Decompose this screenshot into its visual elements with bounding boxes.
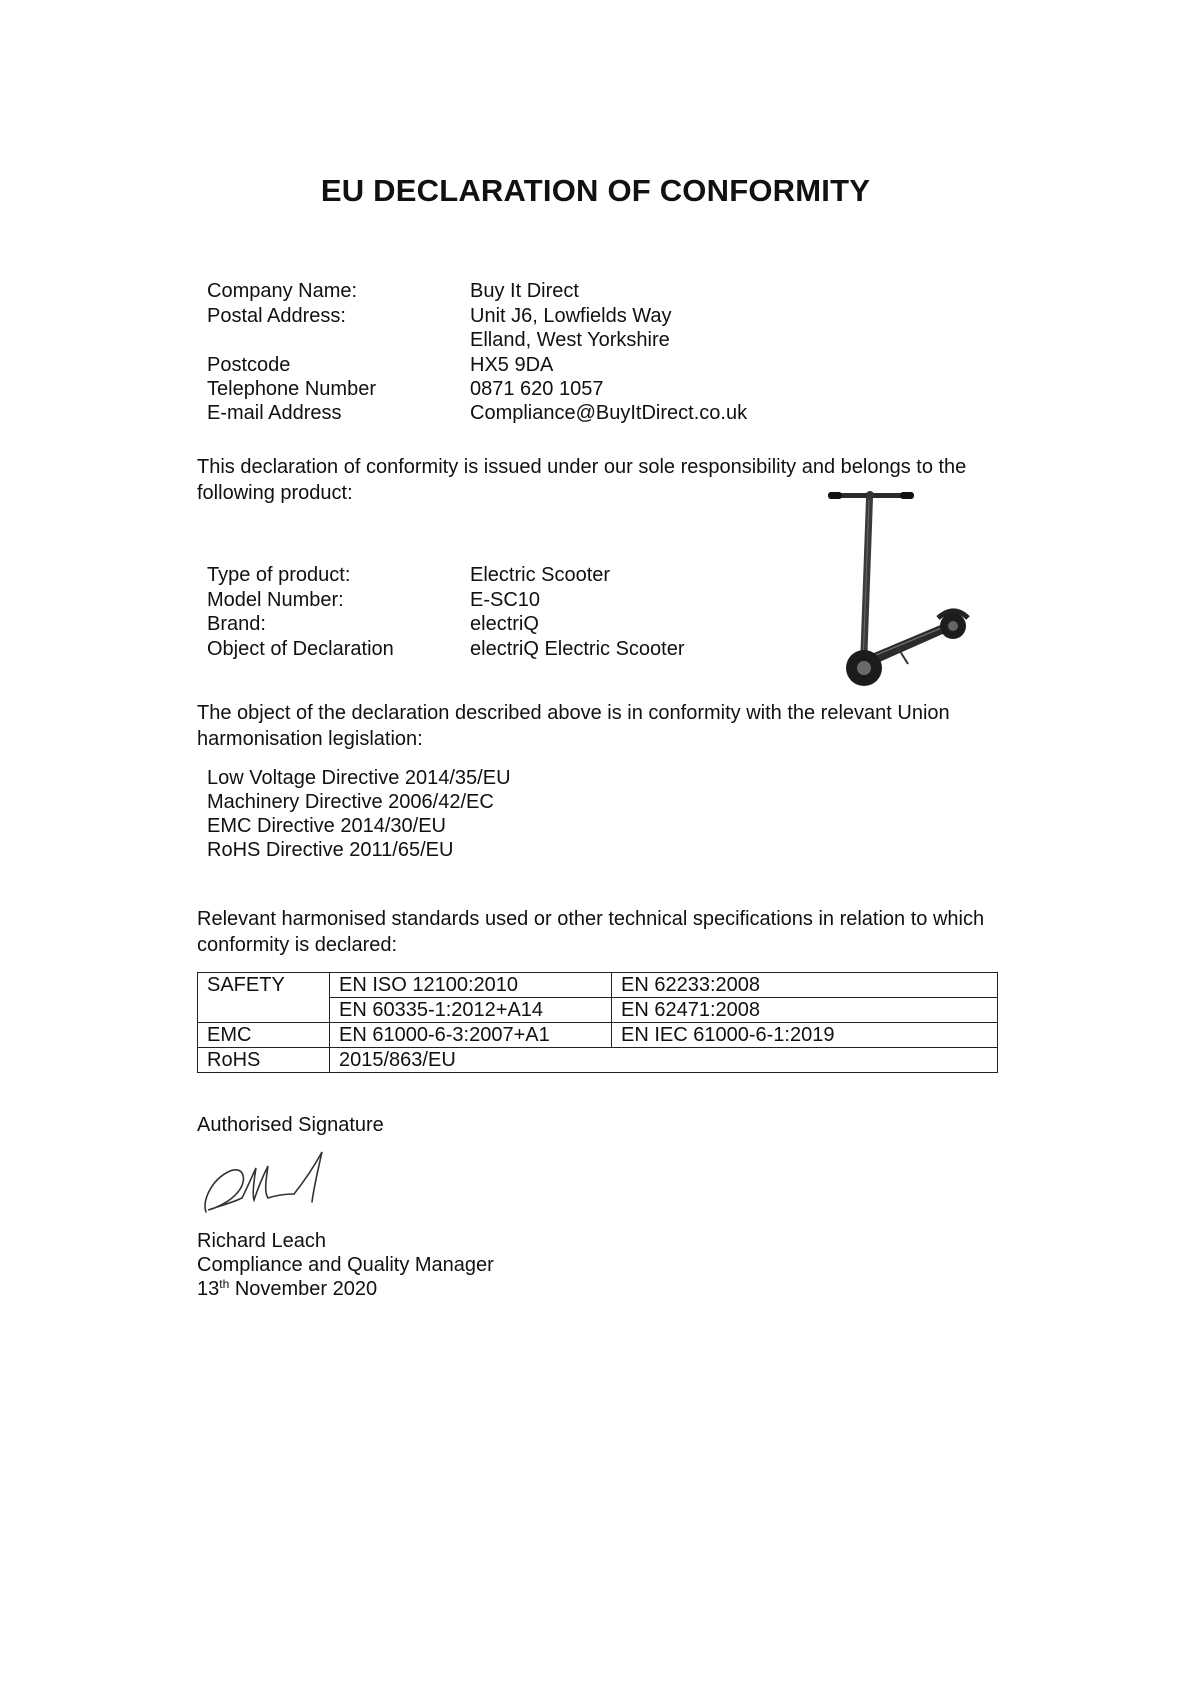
table-cell-category: RoHS [198, 1048, 330, 1073]
table-cell-category: SAFETY [198, 973, 330, 998]
email-label: E-mail Address [207, 402, 342, 424]
table-cell: EN 61000-6-3:2007+A1 [330, 1023, 612, 1048]
table-row [198, 973, 998, 998]
object-of-declaration-label: Object of Declaration [207, 638, 394, 660]
page-title: EU DECLARATION OF CONFORMITY [320, 173, 871, 208]
signatory-name: Richard Leach [197, 1230, 326, 1252]
handwritten-signature [198, 1150, 348, 1220]
date-suffix: th [219, 1277, 230, 1291]
brand-label: Brand: [207, 613, 266, 635]
product-type-value: Electric Scooter [470, 564, 611, 586]
email-value: Compliance@BuyItDirect.co.uk [470, 402, 748, 424]
table-row [198, 1048, 998, 1073]
table-cell: EN IEC 61000-6-1:2019 [612, 1023, 998, 1048]
directive-item: Low Voltage Directive 2014/35/EU [207, 767, 511, 789]
company-name-label: Company Name: [207, 280, 358, 302]
postcode-label: Postcode [207, 354, 291, 376]
directive-item: Machinery Directive 2006/42/EC [207, 791, 494, 813]
table-row [198, 998, 998, 1023]
standards-intro: Relevant harmonised standards used or other technical specifications in relation to which conformity is declared: [197, 908, 985, 956]
table-row [198, 1023, 998, 1048]
table-cell-empty [198, 998, 330, 1023]
company-name-value: Buy It Direct [470, 280, 579, 302]
postal-address-line1: Unit J6, Lowfields Way [470, 305, 672, 327]
signatory-role: Compliance and Quality Manager [197, 1254, 494, 1276]
model-number-label: Model Number: [207, 589, 344, 611]
brand-value: electriQ [470, 613, 539, 635]
postal-address-label: Postal Address: [207, 305, 346, 327]
table-cell: EN 62471:2008 [612, 998, 998, 1023]
postal-address-line2: Elland, West Yorkshire [470, 329, 670, 351]
electric-scooter-image [820, 488, 970, 694]
telephone-value: 0871 620 1057 [470, 378, 604, 400]
conformity-text: The object of the declaration described above is in conformity with the relevant Union harmonisation legislation: [197, 702, 950, 750]
product-type-label: Type of product: [207, 564, 351, 586]
table-cell: EN 60335-1:2012+A14 [330, 998, 612, 1023]
signature-date [197, 1277, 377, 1302]
table-cell-category: EMC [198, 1023, 330, 1048]
model-number-value: E-SC10 [470, 589, 541, 611]
signature-heading: Authorised Signature [197, 1114, 384, 1136]
date-day: 13 [197, 1278, 220, 1300]
directive-item: EMC Directive 2014/30/EU [207, 815, 446, 837]
object-of-declaration-value: electriQ Electric Scooter [470, 638, 685, 660]
standards-table [197, 972, 998, 1073]
date-rest: November 2020 [229, 1278, 378, 1300]
telephone-label: Telephone Number [207, 378, 376, 400]
postcode-value: HX5 9DA [470, 354, 554, 376]
table-cell: 2015/863/EU [330, 1048, 998, 1073]
declaration-intro: This declaration of conformity is issued under our sole responsibility and belongs to the following product: [197, 456, 967, 504]
table-cell: EN ISO 12100:2010 [330, 973, 612, 998]
table-cell: EN 62233:2008 [612, 973, 998, 998]
directive-item: RoHS Directive 2011/65/EU [207, 839, 454, 861]
